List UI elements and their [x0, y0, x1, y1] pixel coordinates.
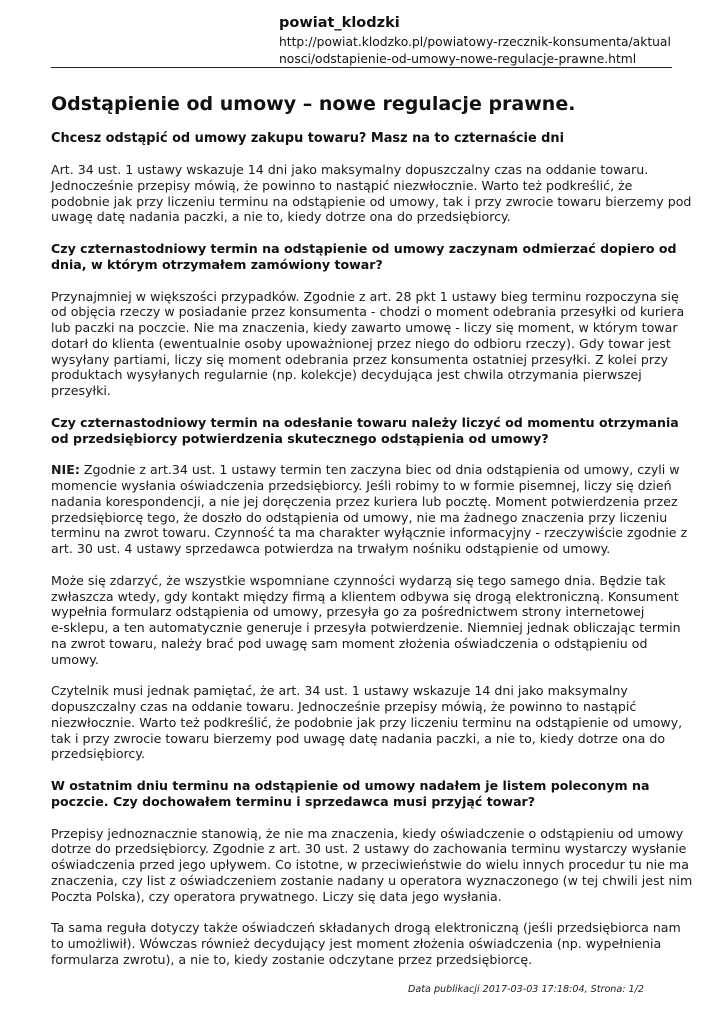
paragraph-line: Ta sama reguła dotyczy także oświadczeń składanych drogą elektroniczną (jeśli przedsiębiorca nam [51, 920, 681, 936]
question-line: od przedsiębiorcy potwierdzenia skutecznego odstąpienia od umowy? [51, 430, 549, 446]
site-name: powiat_klodzki [279, 15, 400, 31]
question-line: Czy czternastodniowy termin na odesłanie towaru należy liczyć od momentu otrzymania [51, 414, 679, 430]
paragraph-line: art. 30 ust. 4 ustawy sprzedawca potwierdza na trwałym nośniku odstąpienie od umowy. [51, 541, 611, 556]
paragraph-line: oświadczenia przed jego upływem. Co istotne, w przeciwieństwie do wielu innych procedur tu nie ma [51, 857, 689, 872]
answer-lead: NIE: [51, 462, 80, 478]
paragraph-line: przesyłki. [51, 383, 111, 398]
paragraph-line: lub paczki na poczcie. Nie ma znaczenia, kiedy zawarto umowę - liczy się moment, w którym towar [51, 320, 678, 335]
paragraph-line: Czytelnik musi jednak pamiętać, że art. 34 ust. 1 ustawy wskazuje 14 dni jako maksymalny [51, 683, 628, 699]
source-url-line-1: http://powiat.klodzko.pl/powiatowy-rzecznik-konsumenta/aktual [279, 35, 671, 49]
question-line: W ostatnim dniu terminu na odstąpienie od umowy nadałem je listem poleconym na [51, 778, 650, 793]
source-url [279, 34, 699, 68]
paragraph-line: od objęcia rzeczy w posiadanie przez konsumenta - chodzi o moment odebrania przesyłki od kuriera [51, 304, 685, 320]
page-header [279, 14, 699, 68]
paragraph-line: zwłaszcza wtedy, gdy kontakt między firmą a klientem odbywa się drogą elektroniczną. Konsument [51, 588, 679, 604]
paragraph-line: Jednocześnie przepisy mówią, że powinno to nastąpić niezwłocznie. Warto też podkreślić, że [51, 177, 633, 193]
paragraph-1 [51, 162, 692, 225]
paragraph-line: Przynajmniej w większości przypadków. Zgodnie z art. 28 pkt 1 ustawy bieg terminu rozpoczyna się [51, 288, 679, 304]
article-title: Odstąpienie od umowy – nowe regulacje prawne. [51, 93, 576, 115]
paragraph-line: terminu na zwrot towaru. Czynność ta ma charakter wyłącznie informacyjny - rzeczywiście zgodnie z [51, 525, 688, 541]
paragraph-line: Przepisy jednoznacznie stanowią, że nie ma znaczenia, kiedy oświadczenie o odstąpieniu od umowy [51, 825, 684, 841]
paragraph-line: znaczenia, czy list z oświadczeniem zostanie nadany u operatora wyznaczonego (w tej chwili jest nim [51, 872, 693, 888]
source-url-line-2: nosci/odstapienie-od-umowy-nowe-regulacje-prawne.html [279, 52, 637, 66]
paragraph-line: umowy. [51, 651, 99, 667]
paragraph-line [51, 462, 680, 478]
paragraph-line: wypełnia formularz odstąpienia od umowy, przesyła go za pośrednictwem strony internetowej [51, 604, 645, 620]
paragraph-line: produktach wysyłanych regularnie (np. kolekcje) decydująca jest chwila otrzymania pierwszej [51, 367, 642, 383]
paragraph-line: dopuszczalny czas na oddanie towaru. Jednocześnie przepisy mówią, że powinno to nastąpić [51, 699, 637, 714]
paragraph-5 [51, 683, 683, 762]
paragraph-line: na zwrot towaru, należy brać pod uwagę sam moment złożenia oświadczenia o odstąpieniu od [51, 635, 648, 651]
article-body [51, 92, 693, 968]
question-heading-1 [51, 241, 676, 273]
paragraph-line: formularza zwrotu), a nie to, kiedy zostanie odczytane przez przedsiębiorcę. [51, 951, 533, 967]
paragraph-4 [51, 572, 681, 668]
question-line: dnia, w którym otrzymałem zamówiony towar? [51, 256, 383, 272]
paragraph-line: przedsiębiorcy. [51, 746, 146, 762]
paragraph-line: dotrze do przedsiębiorcy. Zgodnie z art. 30 ust. 2 ustawy do zachowania terminu wystarczy wysłanie [51, 841, 687, 857]
article-subtitle: Chcesz odstąpić od umowy zakupu towaru? Masz na to czternaście dni [51, 131, 565, 146]
paragraph-line: uwagę datę nadania paczki, a nie to, kiedy dotrze ona do przedsiębiorcy. [51, 209, 511, 225]
paragraph-3 [51, 462, 688, 557]
paragraph-line: niezwłocznie. Warto też podkreślić, że podobnie jak przy liczeniu terminu na odstąpienie od umowy, [51, 714, 683, 730]
question-line: poczcie. Czy dochowałem terminu i sprzedawca musi przyjąć towar? [51, 793, 536, 809]
question-heading-3 [51, 778, 676, 810]
paragraph-2 [51, 288, 685, 399]
publication-footer: Data publikacji 2017-03-03 17:18:04, Strona: 1/2 [408, 984, 644, 995]
paragraph-line: nadania korespondencji, a nie jej doręczenia przez kuriera lub pocztę. Moment potwierdzenia przez [51, 493, 678, 509]
paragraph-line: to umożliwił). Wówczas również decydujący jest moment złożenia oświadczenia (np. wypełnienia [51, 936, 662, 951]
paragraph-line: wysyłany partiami, liczy się moment odebrania przez konsumenta ostatniej przesyłki. Z kolei przy [51, 351, 669, 367]
paragraph-line: dotarł do klienta (ewentualnie osoby upoważnionej przez niego do odbioru rzeczy). Gdy towar jest [51, 335, 671, 351]
paragraph-6 [51, 825, 693, 905]
paragraph-line: podobnie jak przy liczeniu terminu na odstąpienie od umowy, tak i przy zwrocie towaru bierzemy pod [51, 193, 692, 209]
paragraph-line: Art. 34 ust. 1 ustawy wskazuje 14 dni jako maksymalny dopuszczalny czas na oddanie towaru. [51, 162, 649, 177]
paragraph-line: przedsiębiorcę tego, że doszło do odstąpienia od umowy, nie ma żadnego znaczenia przy liczeniu [51, 509, 668, 525]
header-divider [51, 67, 672, 68]
paragraph-7 [51, 920, 681, 967]
paragraph-line: e-sklepu, a ten automatycznie generuje i przesyła potwierdzenie. Niemniej jednak obliczając termin [51, 620, 681, 635]
question-heading-2 [51, 414, 679, 447]
answer-text: Zgodnie z art.34 ust. 1 ustawy termin ten zaczyna biec od dnia odstąpienia od umowy, czyli w [79, 462, 680, 478]
paragraph-line: Poczta Polska), czy operatora prywatnego. Liczy się data jego wysłania. [51, 888, 502, 904]
question-line: Czy czternastodniowy termin na odstąpienie od umowy zaczynam odmierzać dopiero od [51, 241, 677, 256]
paragraph-line: momencie wysłania oświadczenia przedsiębiorcy. Jeśli robimy to w formie pisemnej, liczy się dzień [51, 478, 672, 493]
paragraph-line: tak i przy zwrocie towaru bierzemy pod uwagę datę nadania paczki, a nie to, kiedy dotrze ona do [51, 730, 666, 746]
paragraph-line: Może się zdarzyć, że wszystkie wspomniane czynności wydarzą się tego samego dnia. Będzie tak [51, 572, 666, 588]
